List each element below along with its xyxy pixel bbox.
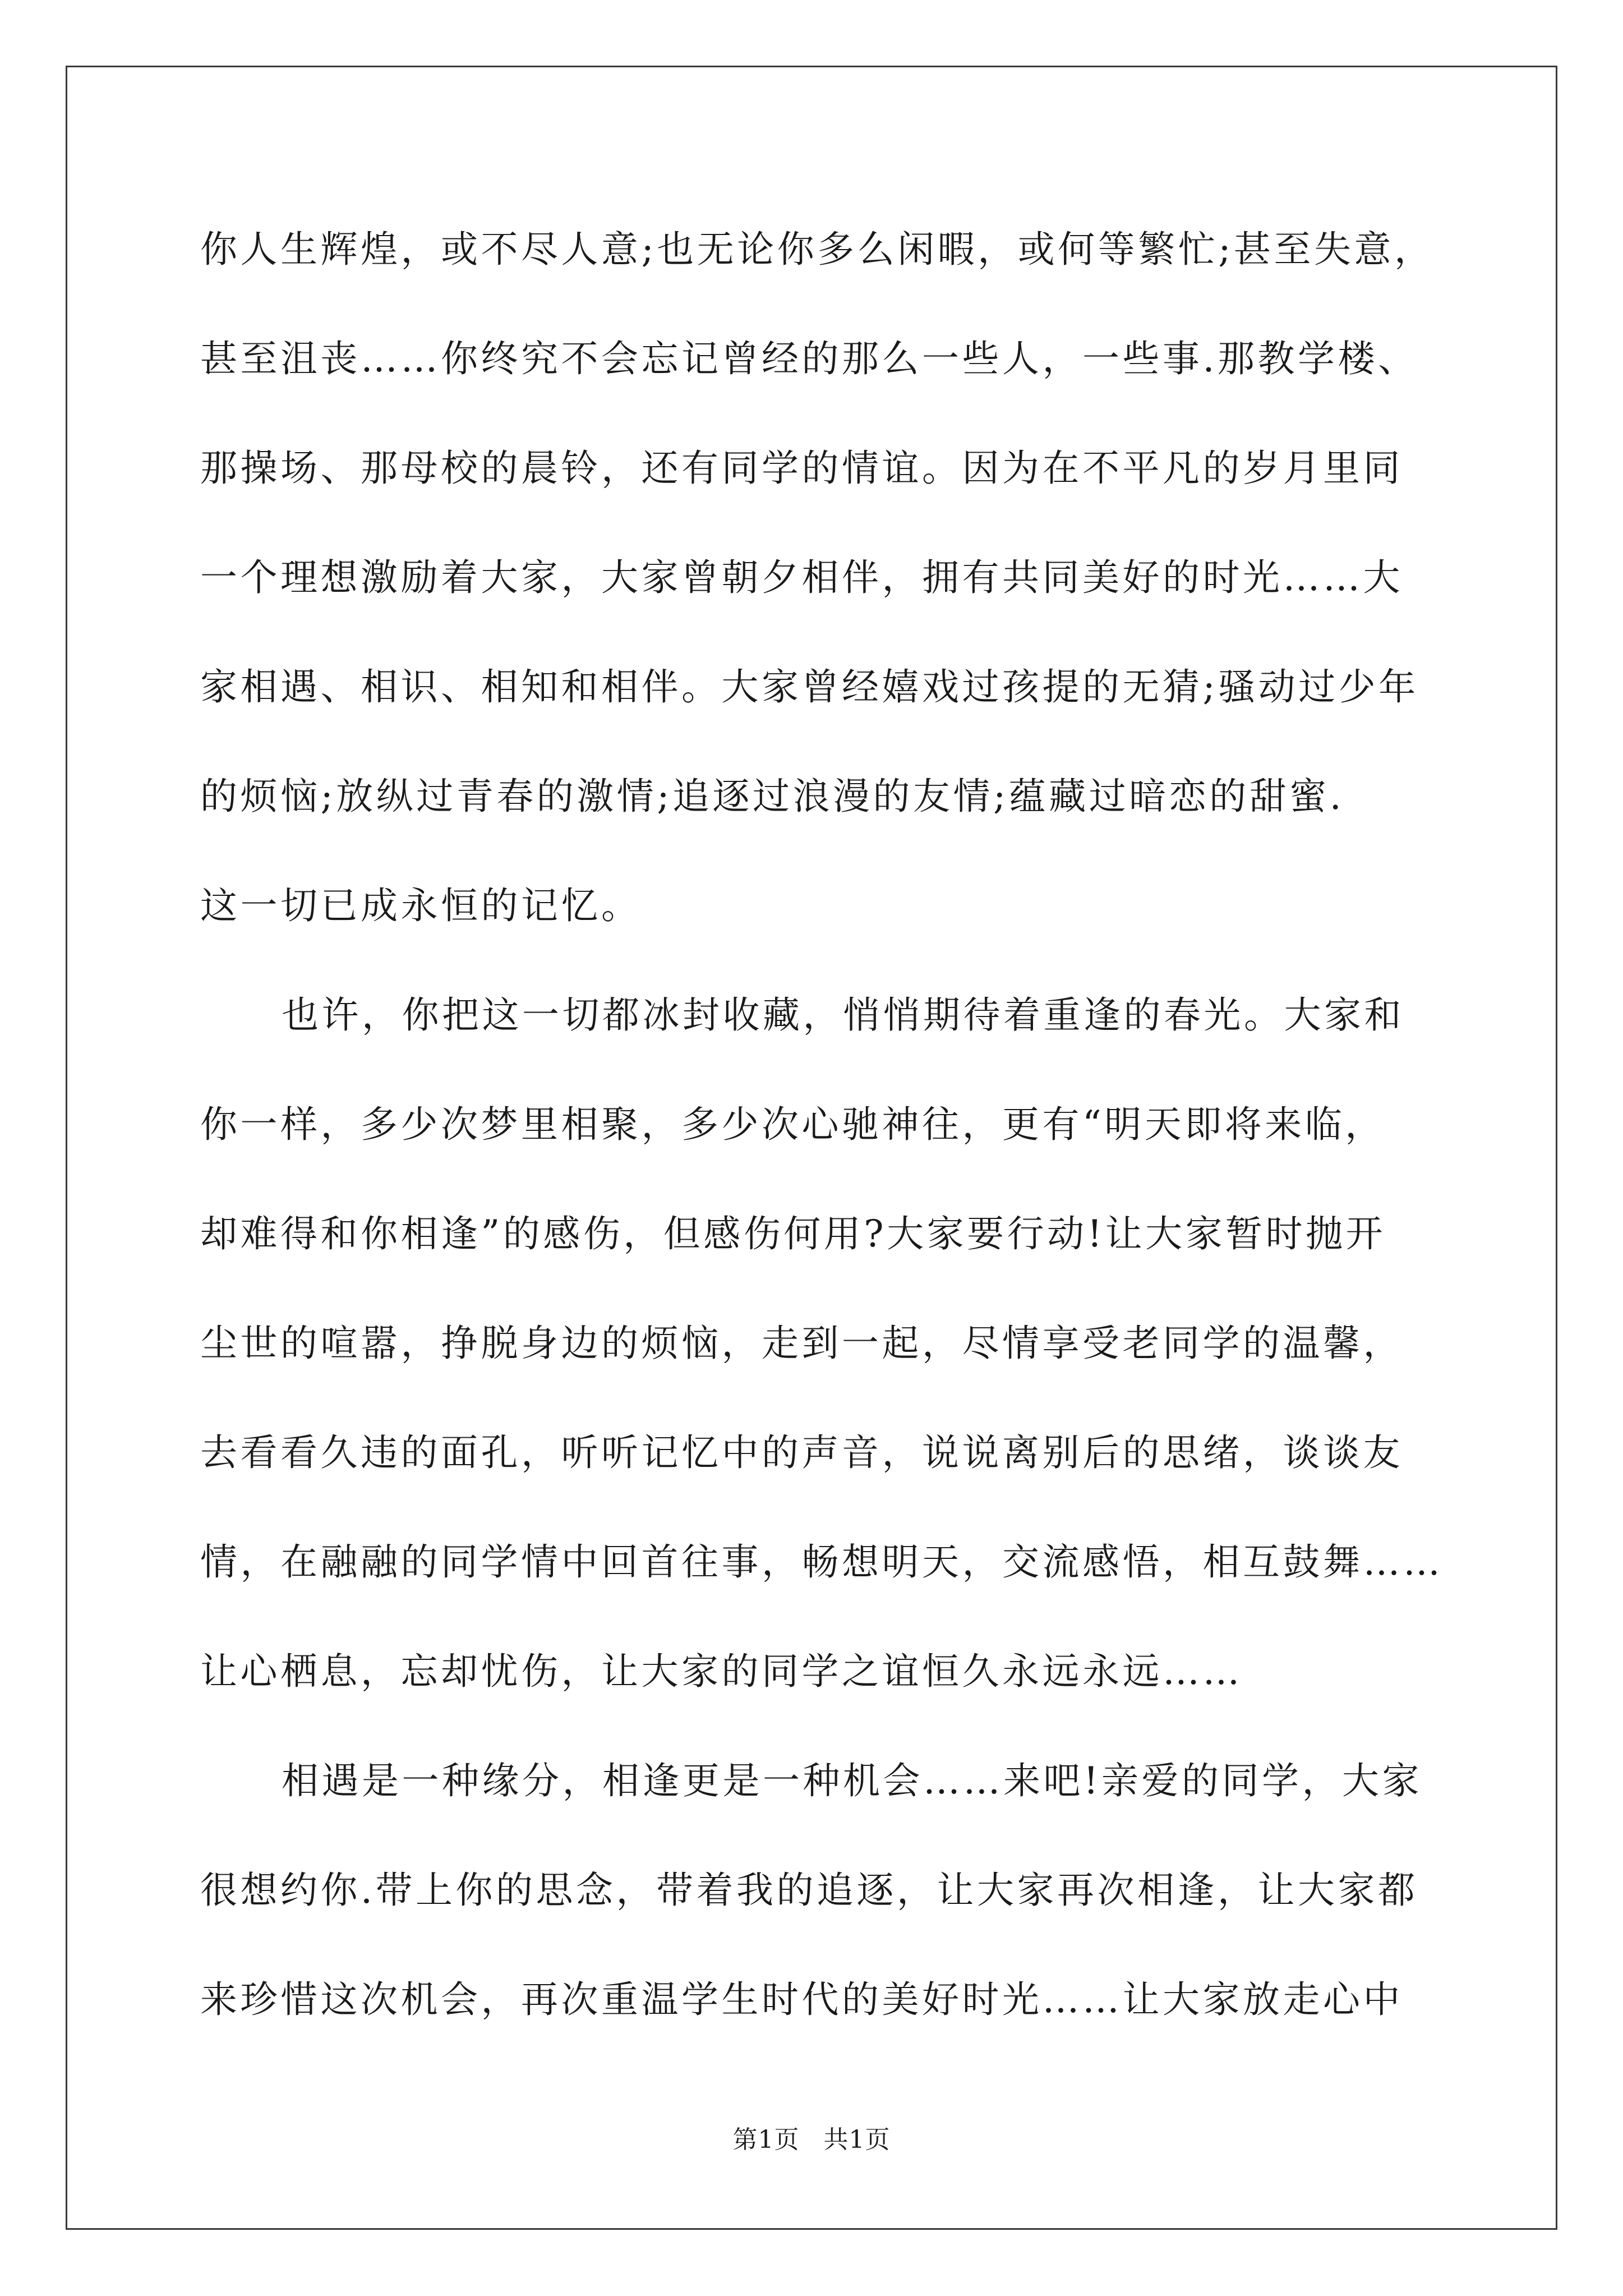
text-line: 你一样，多少次梦里相聚，多少次心驰神往，更有“明天即将来临，	[200, 1103, 1385, 1146]
page-total: 共1页	[823, 2125, 891, 2154]
text-line: 尘世的喧嚣，挣脱身边的烦恼，走到一起，尽情享受老同学的温馨，	[200, 1322, 1403, 1365]
text-line: 家相遇、相识、相知和相伴。大家曾经嬉戏过孩提的无猜;骚动过少年	[200, 665, 1419, 708]
page-footer	[0, 2119, 1623, 2155]
body-text	[200, 219, 1444, 2078]
text-line: 你人生辉煌，或不尽人意;也无论你多么闲暇，或何等繁忙;甚至失意，	[200, 228, 1435, 271]
text-line: 情，在融融的同学情中回首往事，畅想明天，交流感悟，相互鼓舞……	[200, 1540, 1444, 1584]
text-line: 却难得和你相逢”的感伤，但感伤何用?大家要行动!让大家暂时抛开	[200, 1212, 1386, 1255]
text-line: 相遇是一种缘分，相逢更是一种机会……来吧!亲爱的同学，大家	[282, 1759, 1423, 1802]
text-line: 也许，你把这一切都冰封收藏，悄悄期待着重逢的春光。大家和	[282, 993, 1404, 1037]
page-number: 第1页	[732, 2125, 800, 2154]
text-line: 一个理想激励着大家，大家曾朝夕相伴，拥有共同美好的时光……大	[200, 556, 1403, 599]
text-line: 这一切已成永恒的记忆。	[200, 884, 642, 927]
text-line: 去看看久违的面孔，听听记忆中的声音，说说离别后的思绪，谈谈友	[200, 1431, 1403, 1474]
text-line: 很想约你.带上你的思念，带着我的追逐，让大家再次相逢，让大家都	[200, 1869, 1418, 1912]
text-line: 让心栖息，忘却忧伤，让大家的同学之谊恒久永远永远……	[200, 1650, 1243, 1693]
text-line: 的烦恼;放纵过青春的激情;追逐过浪漫的友情;蕴藏过暗恋的甜蜜.	[200, 775, 1345, 818]
text-line: 那操场、那母校的晨铃，还有同学的情谊。因为在不平凡的岁月里同	[200, 447, 1403, 490]
text-line: 来珍惜这次机会，再次重温学生时代的美好时光……让大家放走心中	[200, 1978, 1403, 2021]
text-line: 甚至沮丧……你终究不会忘记曾经的那么一些人，一些事.那教学楼、	[200, 337, 1418, 380]
